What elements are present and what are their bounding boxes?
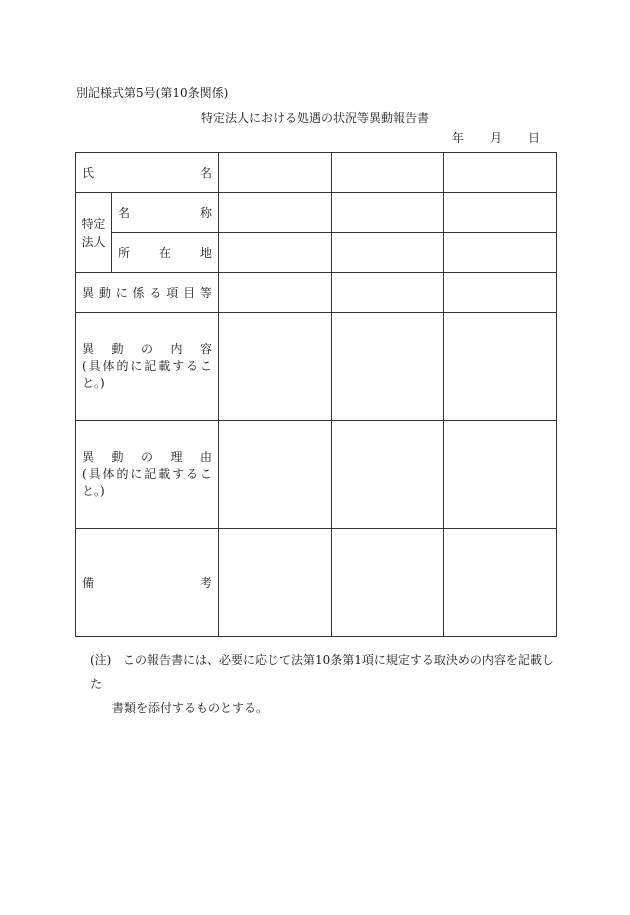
- value-cell[interactable]: [332, 421, 444, 529]
- label-char: 記: [144, 359, 157, 373]
- label-char: こ: [199, 359, 212, 373]
- value-cell[interactable]: [332, 193, 444, 233]
- label-char: 体: [102, 359, 115, 373]
- label-address: [112, 233, 219, 273]
- value-cell[interactable]: [219, 233, 332, 273]
- label-char: 具: [88, 359, 101, 373]
- label-char: の: [140, 450, 153, 464]
- value-cell[interactable]: [332, 529, 444, 637]
- date-day-label: 日: [528, 131, 541, 145]
- value-cell[interactable]: [219, 529, 332, 637]
- row-name: [76, 153, 557, 193]
- value-cell[interactable]: [444, 313, 557, 421]
- label-char: 係: [132, 286, 145, 300]
- row-change-content: [76, 313, 557, 421]
- label-char: 考: [199, 576, 212, 590]
- label-char: る: [149, 286, 162, 300]
- label-char: 異: [82, 286, 95, 300]
- footnote: [90, 648, 560, 720]
- report-table: [75, 152, 557, 637]
- value-cell[interactable]: [332, 233, 444, 273]
- value-cell[interactable]: [219, 193, 332, 233]
- label-company-name: [112, 193, 219, 233]
- label-char: 的: [116, 467, 129, 481]
- label-char: (: [82, 359, 87, 373]
- label-char: に: [115, 286, 128, 300]
- label-char: 在: [158, 246, 171, 260]
- label-specified-corporation: [76, 193, 112, 273]
- group-label-line: 特定: [81, 216, 106, 231]
- group-label-line: 法人: [81, 234, 106, 249]
- label-char: 名: [199, 166, 212, 180]
- label-char: 名: [118, 206, 131, 220]
- label-char: 載: [158, 359, 171, 373]
- label-char: す: [172, 359, 185, 373]
- label-char: 内: [170, 342, 183, 356]
- label-char: る: [186, 467, 199, 481]
- label-char: 異: [82, 342, 95, 356]
- label-char: 理: [170, 450, 183, 464]
- label-char: 具: [88, 467, 101, 481]
- label-change-content: [76, 313, 219, 421]
- label-char: 動: [111, 450, 124, 464]
- label-char: る: [186, 359, 199, 373]
- label-char: 体: [102, 467, 115, 481]
- footnote-line1: この報告書には、必要に応じて法第10条第1項に規定する取決めの内容を記載した: [90, 653, 554, 691]
- detail-line2: と。): [82, 484, 105, 498]
- label-char: 記: [144, 467, 157, 481]
- value-cell[interactable]: [444, 273, 557, 313]
- label-char: (: [82, 467, 87, 481]
- date-line: [452, 129, 540, 146]
- value-cell[interactable]: [444, 421, 557, 529]
- label-char: の: [140, 342, 153, 356]
- label-char: 氏: [82, 166, 95, 180]
- label-char: す: [172, 467, 185, 481]
- label-change-items: [76, 273, 219, 313]
- document-title: 特定法人における処遇の状況等異動報告書: [200, 111, 429, 125]
- value-cell[interactable]: [219, 313, 332, 421]
- label-char: 的: [116, 359, 129, 373]
- value-cell[interactable]: [444, 193, 557, 233]
- label-char: に: [130, 467, 143, 481]
- row-change-reason: [76, 421, 557, 529]
- label-char: 地: [199, 246, 212, 260]
- value-cell[interactable]: [219, 421, 332, 529]
- date-year-label: 年: [452, 131, 465, 145]
- value-cell[interactable]: [332, 313, 444, 421]
- label-char: 称: [199, 206, 212, 220]
- label-char: 所: [118, 246, 131, 260]
- row-remarks: [76, 529, 557, 637]
- label-char: 項: [166, 286, 179, 300]
- value-cell[interactable]: [332, 153, 444, 193]
- form-number: 別記様式第5号(第10条関係): [76, 86, 229, 100]
- value-cell[interactable]: [219, 153, 332, 193]
- label-char: 等: [199, 286, 212, 300]
- row-address: [76, 233, 557, 273]
- row-change-items: [76, 273, 557, 313]
- label-char: に: [130, 359, 143, 373]
- label-name: [76, 153, 219, 193]
- footnote-label: (注): [90, 653, 112, 667]
- value-cell[interactable]: [332, 273, 444, 313]
- footnote-line2: 書類を添付するものとする。: [112, 701, 269, 715]
- value-cell[interactable]: [219, 273, 332, 313]
- value-cell[interactable]: [444, 233, 557, 273]
- label-char: 動: [111, 342, 124, 356]
- label-char: 由: [199, 450, 212, 464]
- label-char: 動: [98, 286, 111, 300]
- label-char: こ: [199, 467, 212, 481]
- date-month-label: 月: [490, 131, 503, 145]
- label-char: 載: [158, 467, 171, 481]
- detail-line2: と。): [82, 376, 105, 390]
- label-change-reason: [76, 421, 219, 529]
- label-char: 異: [82, 450, 95, 464]
- row-company-name: [76, 193, 557, 233]
- value-cell[interactable]: [444, 153, 557, 193]
- label-char: 備: [82, 576, 95, 590]
- label-char: 容: [199, 342, 212, 356]
- value-cell[interactable]: [444, 529, 557, 637]
- label-remarks: [76, 529, 219, 637]
- label-char: 目: [183, 286, 196, 300]
